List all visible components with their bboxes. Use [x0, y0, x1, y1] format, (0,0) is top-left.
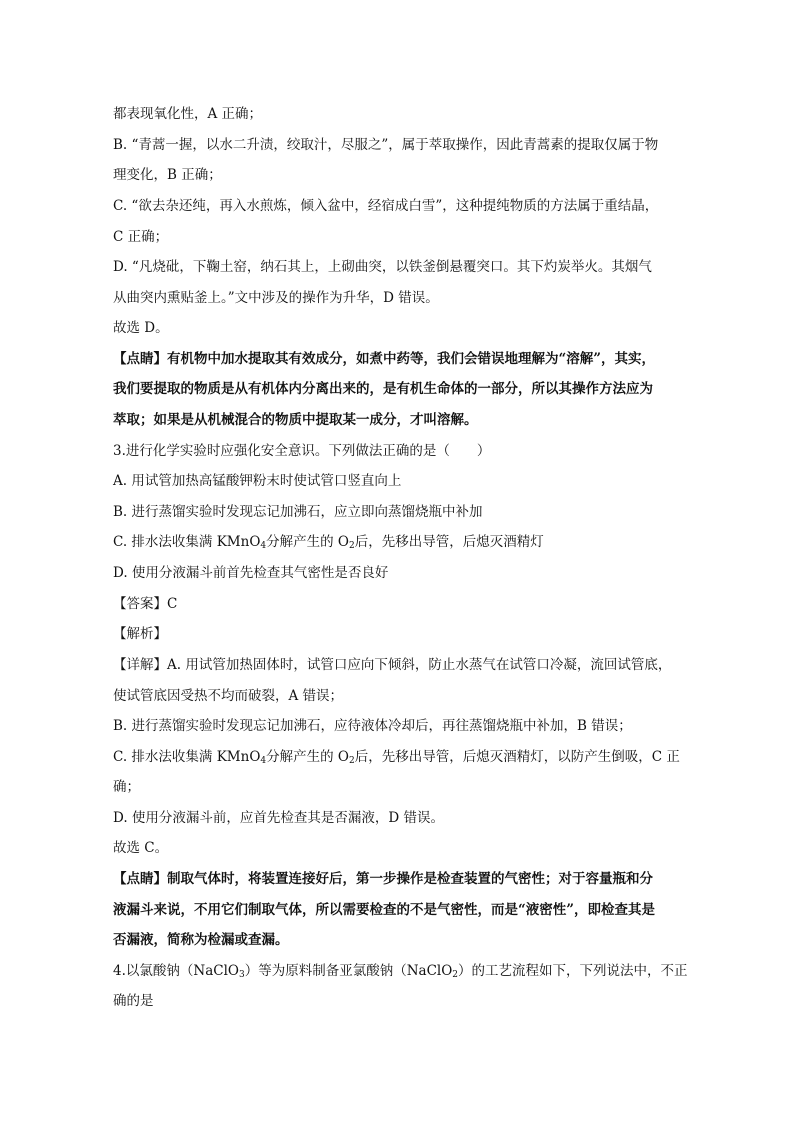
- text-line: [113, 747, 693, 767]
- text-line: B. “青蒿一握，以水二升渍，绞取汁，尽服之”，属于萃取操作，因此青蒿素的提取仅属于物: [113, 137, 659, 153]
- text-run: 分解产生的 O: [266, 534, 349, 550]
- text-run: ）等为原料制备亚氯酸钠（NaClO: [244, 963, 453, 979]
- question-4-stem: [113, 961, 693, 981]
- subscript: 2: [349, 541, 355, 551]
- text-run: 分解产生的 O: [266, 749, 349, 765]
- text-line: 故选 D。: [113, 320, 169, 336]
- option-d: D. 使用分液漏斗前首先检查其气密性是否良好: [113, 565, 389, 581]
- text-line: B. 进行蒸馏实验时发现忘记加沸石，应待液体冷却后，再往蒸馏烧瓶中补加，B 错误；: [113, 718, 632, 734]
- text-line: 确；: [113, 779, 140, 795]
- text-line: 液漏斗来说，不用它们制取气体，所以需要检查的不是气密性，而是“液密性”，即检查其是: [113, 902, 656, 918]
- text-line: 确的是: [113, 993, 154, 1009]
- text-line: C 正确；: [113, 229, 169, 245]
- option-c: [113, 532, 693, 552]
- text-line: 理变化，B 正确；: [113, 167, 222, 183]
- text-run: 后，先移出导管，后熄灭酒精灯: [354, 534, 544, 550]
- text-line: 从曲突内熏贴釜上。”文中涉及的操作为升华，D 错误。: [113, 290, 439, 306]
- option-b: B. 进行蒸馏实验时发现忘记加沸石，应立即向蒸馏烧瓶中补加: [113, 504, 483, 520]
- text-line: 使试管底因受热不均而破裂，A 错误；: [113, 688, 344, 704]
- text-line: 萃取；如果是从机械混合的物质中提取某一成分，才叫溶解。: [113, 412, 478, 428]
- analysis-label: 【解析】: [113, 626, 167, 642]
- text-run: 4.以氯酸钠（NaClO: [113, 963, 239, 979]
- text-run: ）的工艺流程如下，下列说法中，不正: [458, 963, 688, 979]
- text-line: C. “欲去杂还纯，再入水煎炼，倾入盆中，经宿成白雪”，这种提纯物质的方法属于重结晶，: [113, 198, 659, 214]
- text-line: D. 使用分液漏斗前，应首先检查其是否漏液，D 错误。: [113, 810, 445, 826]
- subscript: 3: [238, 970, 245, 980]
- text-line: 都表现氧化性，A 正确；: [113, 106, 263, 122]
- subscript: 4: [260, 541, 267, 551]
- answer-label: 【答案】C: [113, 596, 178, 612]
- text-line: 故选 C。: [113, 840, 169, 856]
- text-line: 【点睛】有机物中加水提取其有效成分，如煮中药等，我们会错误地理解为“溶解”，其实，: [113, 351, 656, 367]
- option-a: A. 用试管加热高锰酸钾粉末时使试管口竖直向上: [113, 473, 402, 489]
- text-line: 否漏液，简称为检漏或查漏。: [113, 932, 289, 948]
- text-line: D. “凡烧砒，下鞠土窑，纳石其上，上砌曲突，以铁釜倒悬覆突口。其下灼炭举火。其烟气: [113, 259, 652, 275]
- text-line: 我们要提取的物质是从有机体内分离出来的，是有机生命体的一部分，所以其操作方法应为: [113, 381, 653, 397]
- subscript: 4: [260, 756, 267, 766]
- subscript: 2: [452, 970, 459, 980]
- text-line: 【详解】A. 用试管加热固体时，试管口应向下倾斜，防止水蒸气在试管口冷凝，流回试管底，: [113, 657, 672, 673]
- text-run: C. 排水法收集满 KMnO: [113, 749, 261, 765]
- text-run: 后，先移出导管，后熄灭酒精灯，以防产生倒吸，C 正: [354, 749, 680, 765]
- subscript: 2: [349, 756, 355, 766]
- text-run: C. 排水法收集满 KMnO: [113, 534, 261, 550]
- text-line: 【点睛】制取气体时，将装置连接好后，第一步操作是检查装置的气密性；对于容量瓶和分: [113, 871, 653, 887]
- question-3-stem: 3.进行化学实验时应强化安全意识。下列做法正确的是（ ）: [113, 443, 491, 459]
